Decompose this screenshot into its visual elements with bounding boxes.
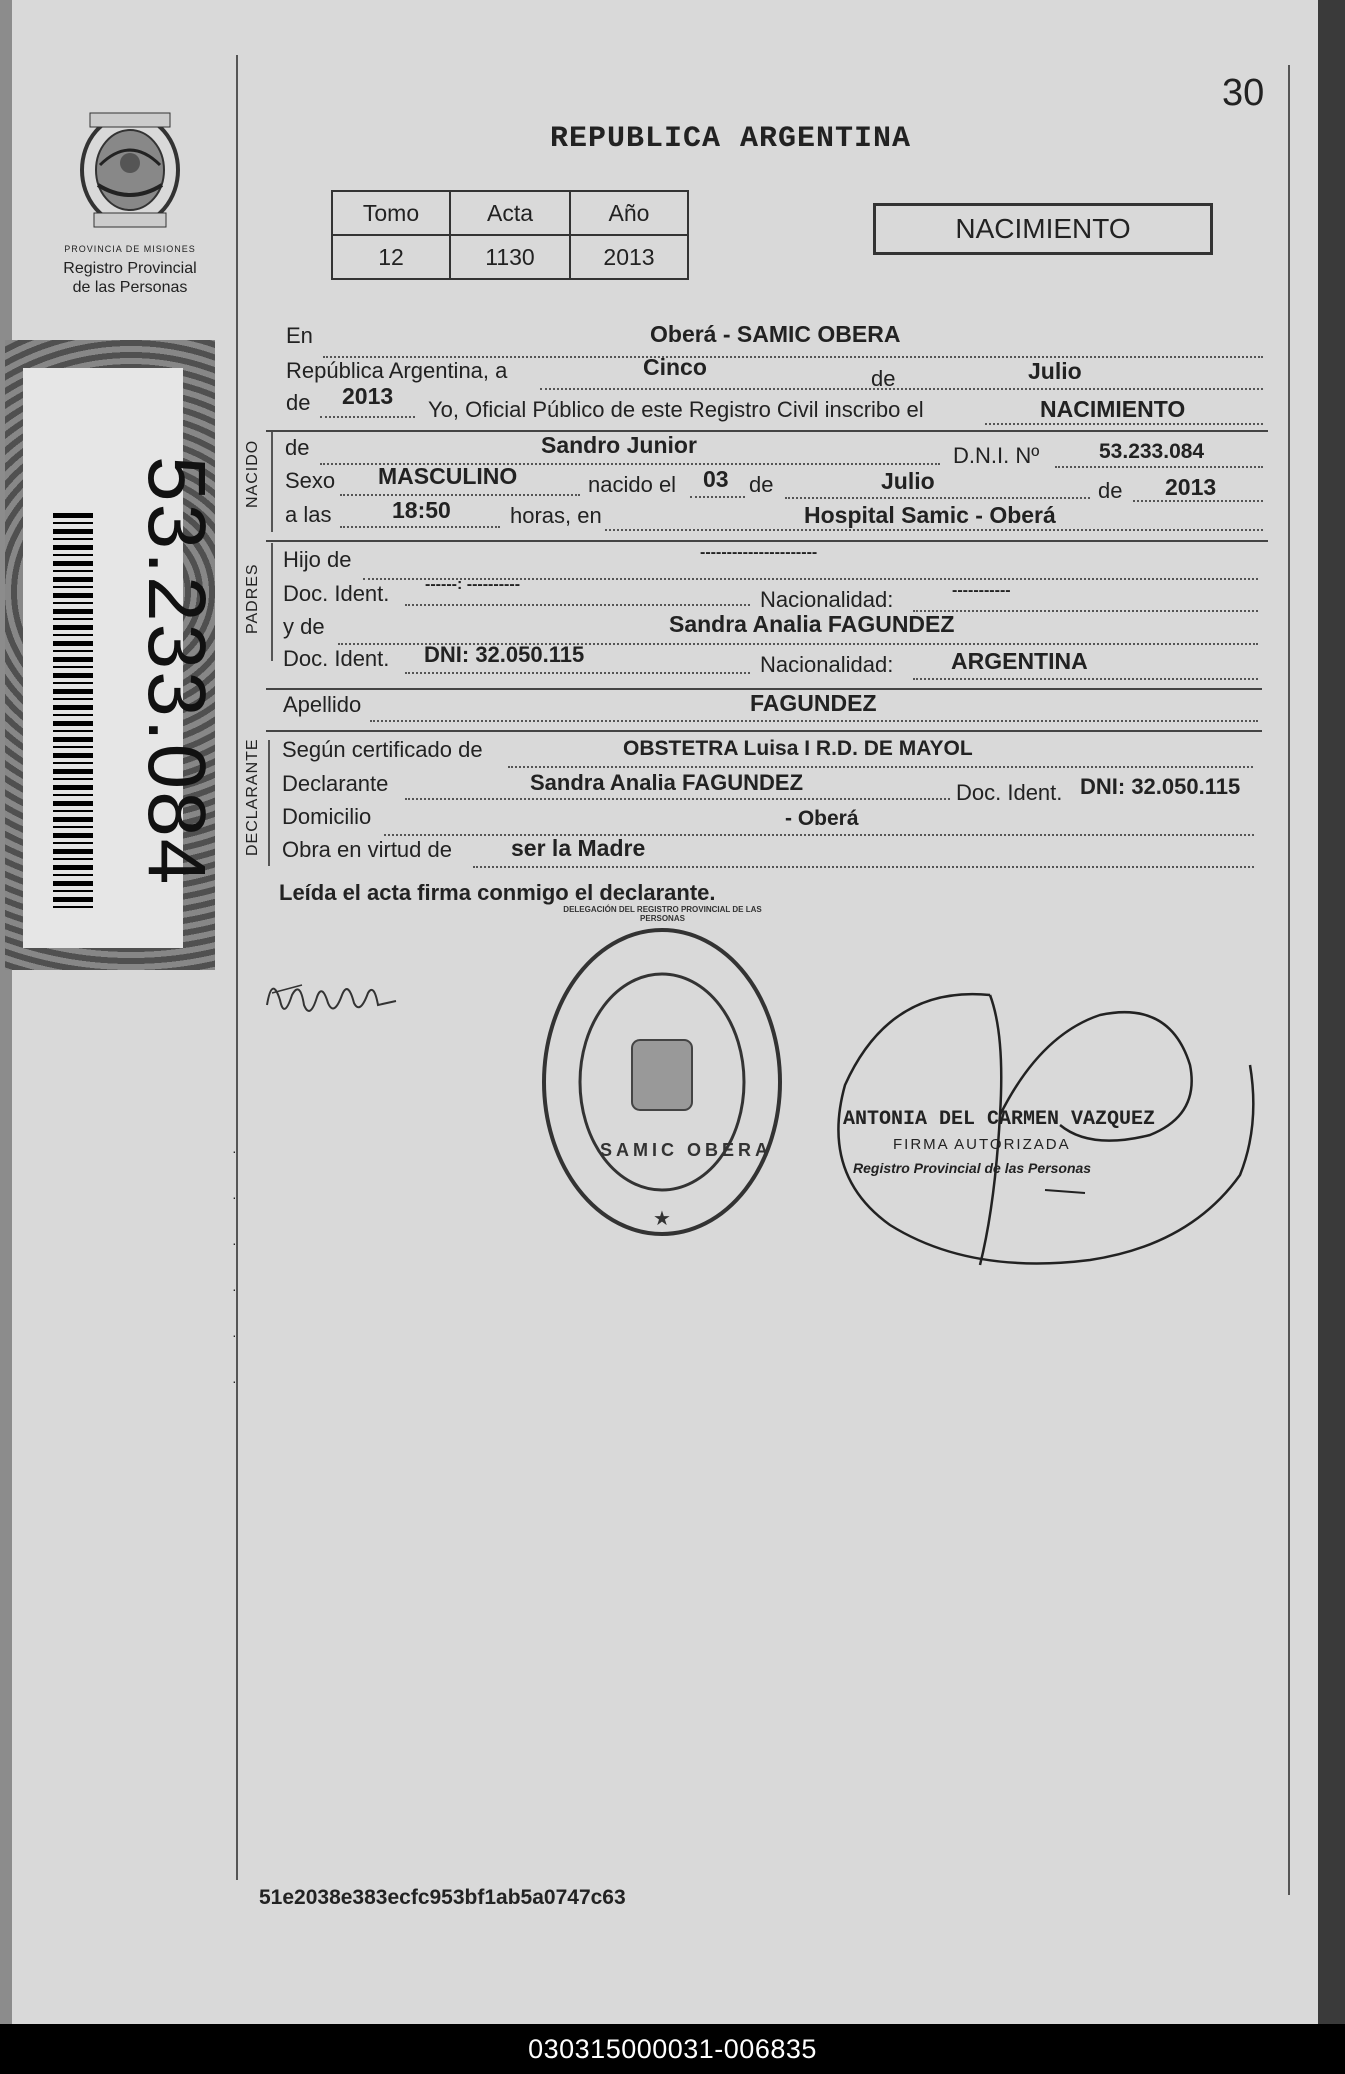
mother-nat: ARGENTINA xyxy=(951,648,1088,674)
record-table xyxy=(331,190,689,280)
declarant-signature-icon xyxy=(262,965,402,1035)
record-table-values xyxy=(332,235,688,279)
certificado-label: Según certificado de xyxy=(282,737,483,762)
birth-year: 2013 xyxy=(1165,474,1217,500)
misiones-seal-icon xyxy=(70,105,190,235)
header-ano: Año xyxy=(570,191,688,235)
value-ano: 2013 xyxy=(570,235,688,279)
dots xyxy=(985,423,1263,425)
republica-label: República Argentina, a xyxy=(286,358,508,383)
section-rule xyxy=(266,540,1268,542)
stamp-inner-text: SAMIC OBERA xyxy=(600,1140,773,1160)
de-label-2: de xyxy=(749,472,774,497)
document-hash: 51e2038e383ecfc953bf1ab5a0747c63 xyxy=(259,1886,626,1909)
father-name: ---------------------- xyxy=(700,544,818,561)
margin-dots: · · · · · · xyxy=(232,1143,237,1389)
official-role: FIRMA AUTORIZADA xyxy=(893,1136,1071,1153)
father-doc-label: Doc. Ident. xyxy=(283,581,390,606)
mother-nat-label: Nacionalidad: xyxy=(760,652,894,677)
official-name: ANTONIA DEL CARMEN VAZQUEZ xyxy=(843,1108,1156,1131)
dots xyxy=(785,497,1090,499)
declarante-name: Sandra Analia FAGUNDEZ xyxy=(530,770,804,795)
record-table-header xyxy=(332,191,688,235)
declarante-label: DECLARANTE xyxy=(244,738,261,856)
header-acta: Acta xyxy=(450,191,570,235)
mother-doc: DNI: 32.050.115 xyxy=(424,642,585,667)
a-las-label: a las xyxy=(285,502,332,527)
apellido-value: FAGUNDEZ xyxy=(750,690,877,716)
sexo-value: MASCULINO xyxy=(378,463,518,489)
act-type-box: NACIMIENTO xyxy=(873,203,1213,255)
padres-label: PADRES xyxy=(244,563,261,634)
dots xyxy=(605,529,1263,531)
place-value: Oberá - SAMIC OBERA xyxy=(650,321,901,347)
registry-stamp-icon xyxy=(540,925,785,1240)
registry-line1: Registro Provincial xyxy=(63,260,197,277)
year-value: 2013 xyxy=(342,383,394,409)
dots xyxy=(508,766,1253,768)
dots xyxy=(340,494,580,496)
day-word: Cinco xyxy=(643,354,707,380)
horas-label: horas, en xyxy=(510,503,602,528)
mother-doc-label: Doc. Ident. xyxy=(283,646,390,671)
obra-value: ser la Madre xyxy=(511,835,646,861)
registry-label xyxy=(55,240,205,297)
declarante-doc: DNI: 32.050.115 xyxy=(1080,774,1241,799)
svg-text:★: ★ xyxy=(653,1208,671,1230)
dots xyxy=(473,866,1254,868)
en-label: En xyxy=(286,323,313,348)
seal-text: PROVINCIA DE MISIONES xyxy=(64,244,196,254)
apellido-label: Apellido xyxy=(283,692,362,717)
child-name: Sandro Junior xyxy=(541,432,697,458)
barcode-label xyxy=(23,368,222,948)
value-tomo: 12 xyxy=(332,235,450,279)
birth-place: Hospital Samic - Oberá xyxy=(804,502,1056,528)
de-label: de xyxy=(871,366,896,391)
official-office: Registro Provincial de las Personas xyxy=(853,1160,1092,1176)
domicilio-value: - Oberá xyxy=(785,807,859,830)
dots xyxy=(405,672,750,674)
de-label-3: de xyxy=(1098,478,1123,503)
oficial-text: Yo, Oficial Público de este Registro Civil inscribo el xyxy=(428,397,924,422)
header-tomo: Tomo xyxy=(332,191,450,235)
dots xyxy=(340,526,500,528)
barcode-number: 53.233.084 xyxy=(131,456,222,887)
inscribe-type: NACIMIENTO xyxy=(1040,396,1186,422)
domicilio-label: Domicilio xyxy=(282,804,372,829)
nacido-label: NACIDO xyxy=(244,439,261,508)
hijo-de-label: Hijo de xyxy=(283,547,352,572)
dots xyxy=(405,604,750,606)
dni-label: D.N.I. Nº xyxy=(953,443,1040,468)
dots xyxy=(913,610,1258,612)
document-heading: REPUBLICA ARGENTINA xyxy=(550,122,912,156)
father-nat-label: Nacionalidad: xyxy=(760,587,894,612)
child-dni: 53.233.084 xyxy=(1099,440,1205,463)
dots xyxy=(1055,466,1263,468)
dots xyxy=(690,496,745,498)
birth-month: Julio xyxy=(881,468,935,494)
dots xyxy=(370,720,1258,722)
footer-code: 030315000031-006835 xyxy=(0,2024,1345,2074)
closing-statement: Leída el acta firma conmigo el declarante. xyxy=(279,880,716,905)
y-de-label: y de xyxy=(283,614,325,639)
de-year-label: de xyxy=(286,390,311,415)
month-value: Julio xyxy=(1028,358,1082,384)
sexo-label: Sexo xyxy=(285,468,336,493)
section-rule xyxy=(266,730,1262,732)
certificado-value: OBSTETRA Luisa I R.D. DE MAYOL xyxy=(623,737,973,760)
value-acta: 1130 xyxy=(450,235,570,279)
barcode-bars-icon xyxy=(53,513,93,913)
left-margin-line xyxy=(236,55,238,1880)
declarante-doc-label: Doc. Ident. xyxy=(956,780,1063,805)
mother-name: Sandra Analia FAGUNDEZ xyxy=(669,611,955,637)
father-doc: ------: ---------- xyxy=(425,576,521,593)
declarante-bracket xyxy=(268,740,270,866)
right-margin-line xyxy=(1288,65,1290,1895)
dots xyxy=(913,678,1258,680)
obra-label: Obra en virtud de xyxy=(282,837,452,862)
dots xyxy=(540,388,1263,390)
registry-line2: de las Personas xyxy=(72,279,188,296)
section-rule xyxy=(266,430,1268,432)
birth-time: 18:50 xyxy=(392,497,451,523)
birth-day: 03 xyxy=(703,466,729,492)
page-number: 30 xyxy=(1222,72,1265,114)
barcode-sticker xyxy=(5,340,222,970)
nacido-el-label: nacido el xyxy=(588,472,677,497)
dots xyxy=(405,798,950,800)
dots xyxy=(320,416,415,418)
padres-bracket xyxy=(271,543,273,661)
stamp-ring-text: DELEGACIÓN DEL REGISTRO PROVINCIAL DE LAS PERSONAS xyxy=(563,905,762,923)
father-nat: ----------- xyxy=(952,582,1011,599)
declarante-name-label: Declarante xyxy=(282,771,389,796)
nacido-de-label: de xyxy=(285,435,310,460)
binding-strip xyxy=(0,0,12,2024)
nacido-bracket xyxy=(271,432,273,532)
